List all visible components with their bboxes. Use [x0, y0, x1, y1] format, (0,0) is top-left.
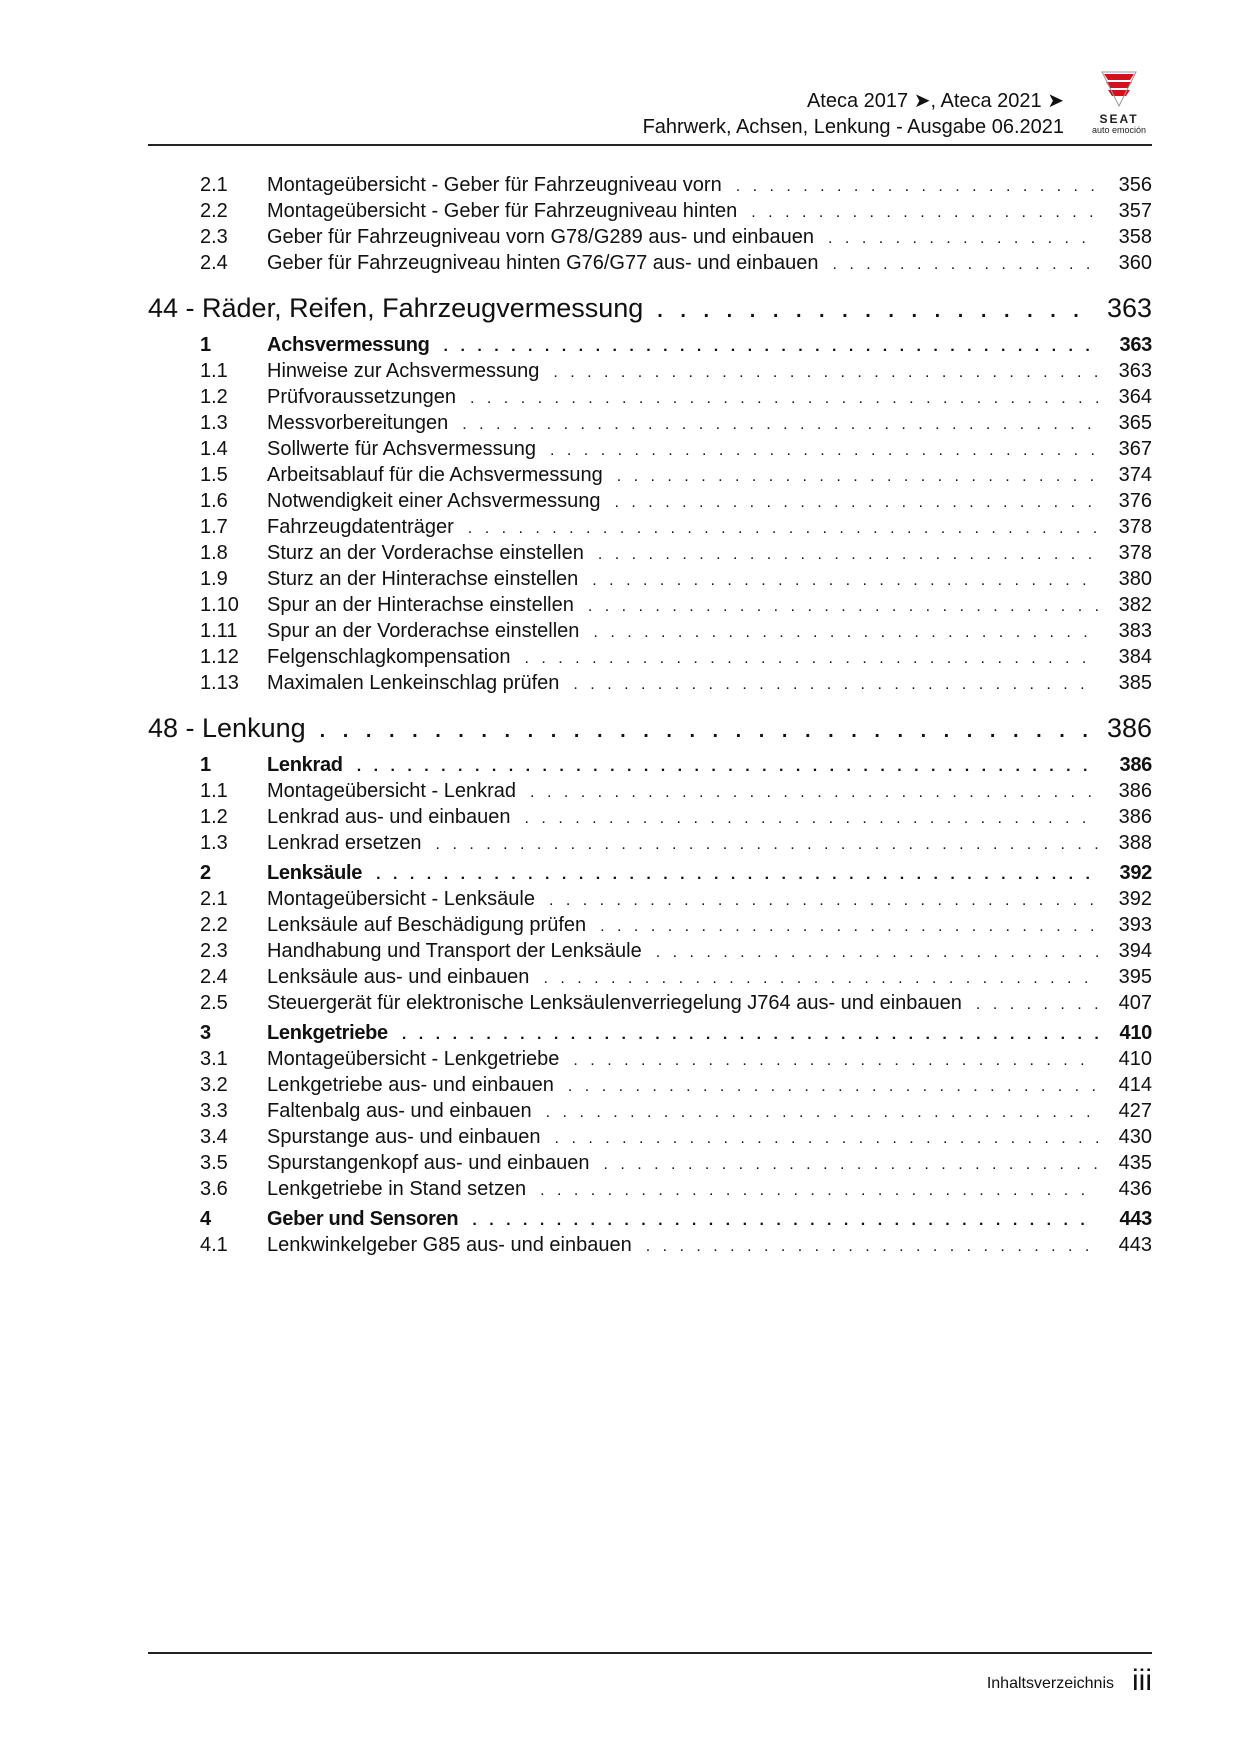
toc-entry[interactable]: [148, 172, 1152, 198]
toc-leader: [402, 1022, 1098, 1048]
toc-entry-title: Fahrzeugdatenträger: [267, 516, 454, 538]
toc-entry-number: 2.4: [200, 966, 228, 988]
toc-section-title: Achsvermessung: [267, 334, 430, 356]
toc-entry-title: Notwendigkeit einer Achsvermessung: [267, 490, 601, 512]
toc-entry[interactable]: [148, 778, 1152, 804]
toc-entry-title: Spurstangenkopf aus- und einbauen: [267, 1152, 590, 1174]
toc-leader: [828, 226, 1098, 252]
toc-entry[interactable]: [148, 592, 1152, 618]
toc-entry[interactable]: [148, 410, 1152, 436]
toc-section-page: 392: [1119, 862, 1152, 884]
toc-entry[interactable]: [148, 358, 1152, 384]
seat-logo: [1083, 70, 1155, 135]
toc-entry-title: Spurstange aus- und einbauen: [267, 1126, 541, 1148]
toc-entry-title: Montageübersicht - Geber für Fahrzeugniveau vorn: [267, 174, 722, 196]
toc-leader: [751, 200, 1098, 226]
toc-entry-number: 1.3: [200, 832, 228, 854]
toc-leader: [573, 672, 1098, 698]
toc-entry-number: 1.1: [200, 780, 228, 802]
toc-entry[interactable]: [148, 618, 1152, 644]
toc-entry-number: 3.6: [200, 1178, 228, 1200]
toc-entry-page: 395: [1118, 966, 1152, 988]
toc-entry-page: 385: [1118, 672, 1152, 694]
toc-entry-number: 1.1: [200, 360, 228, 382]
toc-section-number: 1: [200, 334, 211, 356]
toc-leader: [588, 594, 1098, 620]
toc-entry-number: 2.5: [200, 992, 228, 1014]
toc-section-number: 1: [200, 754, 211, 776]
toc-leader: [546, 1100, 1098, 1126]
toc-entry-number: 1.8: [200, 542, 228, 564]
toc-leader: [600, 914, 1098, 940]
toc-entry-number: 1.5: [200, 464, 228, 486]
toc-leader: [376, 862, 1098, 888]
toc-section[interactable]: [148, 1020, 1152, 1046]
toc-entry-page: 383: [1118, 620, 1152, 642]
toc-entry-number: 3.5: [200, 1152, 228, 1174]
toc-entry-title: Geber für Fahrzeugniveau hinten G76/G77 aus- und einbauen: [267, 252, 819, 274]
toc-entry-page: 392: [1118, 888, 1152, 910]
toc-section-title: Lenkgetriebe: [267, 1022, 388, 1044]
toc-entry-title: Messvorbereitungen: [267, 412, 449, 434]
toc-entry[interactable]: [148, 514, 1152, 540]
toc-entry-page: 367: [1118, 438, 1152, 460]
toc-entry-number: 1.7: [200, 516, 228, 538]
toc-leader: [573, 1048, 1098, 1074]
toc-leader: [540, 1178, 1098, 1204]
toc-entry-title: Montageübersicht - Lenksäule: [267, 888, 535, 910]
toc-entry-number: 1.9: [200, 568, 228, 590]
toc-leader: [550, 438, 1098, 464]
toc-entry-number: 2.1: [200, 174, 228, 196]
toc-leader: [656, 940, 1098, 966]
toc-section-number: 2: [200, 862, 211, 884]
toc-entry-page: 378: [1118, 516, 1152, 538]
toc-entry[interactable]: [148, 488, 1152, 514]
toc-entry[interactable]: [148, 886, 1152, 912]
header-divider: [148, 144, 1152, 146]
toc-entry-number: 1.4: [200, 438, 228, 460]
toc-entry-number: 1.12: [200, 646, 239, 668]
toc-entry[interactable]: [148, 1232, 1152, 1258]
toc-entry[interactable]: [148, 436, 1152, 462]
toc-entry[interactable]: [148, 1072, 1152, 1098]
toc-leader: [530, 780, 1098, 806]
toc-entry-page: 430: [1118, 1126, 1152, 1148]
toc-entry-page: 436: [1118, 1178, 1152, 1200]
toc-entry[interactable]: [148, 938, 1152, 964]
toc-entry-page: 364: [1118, 386, 1152, 408]
toc-section[interactable]: [148, 860, 1152, 886]
toc-entry[interactable]: [148, 384, 1152, 410]
toc-entry-number: 2.1: [200, 888, 228, 910]
toc-entry-title: Lenksäule auf Beschädigung prüfen: [267, 914, 587, 936]
toc-entry-page: 380: [1118, 568, 1152, 590]
toc-entry-title: Montageübersicht - Geber für Fahrzeugniveau hinten: [267, 200, 738, 222]
chapter-page: 363: [1106, 293, 1152, 323]
toc-entry-page: 388: [1118, 832, 1152, 854]
toc-entry-number: 2.2: [200, 914, 228, 936]
toc-entry-number: 1.13: [200, 672, 239, 694]
toc-entry-number: 4.1: [200, 1234, 228, 1256]
toc-leader: [617, 464, 1098, 490]
toc-leader: [736, 174, 1098, 200]
toc-entry[interactable]: [148, 198, 1152, 224]
toc-entry-number: 2.3: [200, 226, 228, 248]
toc-entry-title: Prüfvoraussetzungen: [267, 386, 457, 408]
toc-entry-page: 360: [1118, 252, 1152, 274]
toc-entry-title: Felgenschlagkompensation: [267, 646, 511, 668]
toc-entry[interactable]: [148, 566, 1152, 592]
toc-entry-title: Spur an der Hinterachse einstellen: [267, 594, 574, 616]
logo-tagline: auto emoción: [1091, 125, 1147, 135]
toc-entry-title: Lenkgetriebe in Stand setzen: [267, 1178, 527, 1200]
toc-entry-page: 357: [1118, 200, 1152, 222]
toc-entry[interactable]: [148, 1098, 1152, 1124]
toc-entry[interactable]: [148, 1124, 1152, 1150]
toc-section-title: Lenkrad: [267, 754, 343, 776]
toc-entry-page: 382: [1118, 594, 1152, 616]
toc-entry-page: 427: [1118, 1100, 1152, 1122]
toc-entry[interactable]: [148, 670, 1152, 696]
toc-entry-page: 386: [1118, 780, 1152, 802]
toc-entry-page: 374: [1118, 464, 1152, 486]
chapter-page: 386: [1106, 713, 1152, 743]
toc-entry-title: Handhabung und Transport der Lenksäule: [267, 940, 642, 962]
toc-entry-number: 3.1: [200, 1048, 228, 1070]
toc-leader: [568, 1074, 1098, 1100]
toc-leader: [525, 806, 1098, 832]
toc-entry-number: 3.3: [200, 1100, 228, 1122]
toc-entry-page: 394: [1118, 940, 1152, 962]
toc-entry[interactable]: [148, 830, 1152, 856]
toc-leader: [555, 1126, 1098, 1152]
toc-entry-number: 1.2: [200, 386, 228, 408]
toc-entry-page: 363: [1118, 360, 1152, 382]
toc-section-title: Geber und Sensoren: [267, 1208, 459, 1230]
toc-entry-page: 393: [1118, 914, 1152, 936]
toc-leader: [615, 490, 1098, 516]
toc-section[interactable]: [148, 332, 1152, 358]
chapter-title: 48 - Lenkung: [148, 713, 306, 743]
toc-entry-page: 378: [1118, 542, 1152, 564]
toc-section-page: 443: [1119, 1208, 1152, 1230]
seat-logo-icon: [1096, 70, 1142, 108]
toc-entry-page: 376: [1118, 490, 1152, 512]
header-model-line: Ateca 2017 ➤, Ateca 2021 ➤: [806, 90, 1064, 112]
toc-entry-page: 356: [1118, 174, 1152, 196]
toc-leader: [444, 334, 1098, 360]
toc-entry[interactable]: [148, 1176, 1152, 1202]
toc-entry-title: Lenksäule aus- und einbauen: [267, 966, 530, 988]
toc-leader: [832, 252, 1098, 278]
toc-leader: [470, 386, 1098, 412]
toc-leader: [472, 1208, 1098, 1234]
toc-entry-title: Hinweise zur Achsvermessung: [267, 360, 540, 382]
toc-entry-title: Steuergerät für elektronische Lenksäulenverriegelung J764 aus- und einbauen: [267, 992, 962, 1014]
toc-entry-title: Maximalen Lenkeinschlag prüfen: [267, 672, 560, 694]
toc-leader: [592, 568, 1098, 594]
toc-entry-number: 2.3: [200, 940, 228, 962]
toc-entry[interactable]: [148, 540, 1152, 566]
toc-leader: [468, 516, 1098, 542]
toc-entry-page: 358: [1118, 226, 1152, 248]
toc-entry-number: 1.11: [200, 620, 238, 642]
toc-entry-number: 3.4: [200, 1126, 228, 1148]
toc-entry[interactable]: [148, 224, 1152, 250]
toc-leader: [603, 1152, 1098, 1178]
chapter-title: 44 - Räder, Reifen, Fahrzeugvermessung: [148, 293, 644, 323]
toc-leader: [657, 291, 1088, 331]
toc-entry-title: Lenkrad aus- und einbauen: [267, 806, 511, 828]
toc-entry-title: Sollwerte für Achsvermessung: [267, 438, 537, 460]
toc-leader: [549, 888, 1098, 914]
logo-wordmark: SEAT: [1099, 112, 1139, 126]
toc-section-number: 3: [200, 1022, 211, 1044]
toc-leader: [553, 360, 1098, 386]
toc-chapter-48[interactable]: [148, 708, 1152, 748]
toc-entry[interactable]: [148, 462, 1152, 488]
toc-entry-title: Arbeitsablauf für die Achsvermessung: [267, 464, 603, 486]
toc-entry-page: 407: [1118, 992, 1152, 1014]
toc-leader: [462, 412, 1098, 438]
toc-section-page: 363: [1119, 334, 1152, 356]
toc-section-number: 4: [200, 1208, 211, 1230]
toc-entry-page: 414: [1118, 1074, 1152, 1096]
document-header: [643, 88, 1064, 140]
toc-entry-title: Geber für Fahrzeugniveau vorn G78/G289 aus- und einbauen: [267, 226, 815, 248]
toc-entry-page: 384: [1118, 646, 1152, 668]
toc-entry-title: Sturz an der Vorderachse einstellen: [267, 542, 584, 564]
toc-entry[interactable]: [148, 990, 1152, 1016]
toc-leader: [357, 754, 1098, 780]
toc-section[interactable]: [148, 1206, 1152, 1232]
toc-entry-page: 386: [1118, 806, 1152, 828]
toc-entry-number: 2.4: [200, 252, 228, 274]
toc-entry-title: Montageübersicht - Lenkrad: [267, 780, 517, 802]
toc-entry-page: 365: [1118, 412, 1152, 434]
toc-entry[interactable]: [148, 644, 1152, 670]
header-title-line: Fahrwerk, Achsen, Lenkung - Ausgabe 06.2021: [642, 116, 1064, 138]
toc-entry-number: 3.2: [200, 1074, 228, 1096]
footer-page-number: iii: [1132, 1664, 1152, 1697]
toc-entry-title: Lenkgetriebe aus- und einbauen: [267, 1074, 554, 1096]
toc-leader: [646, 1234, 1098, 1260]
toc-entry-title: Montageübersicht - Lenkgetriebe: [267, 1048, 560, 1070]
toc-entry[interactable]: [148, 250, 1152, 276]
toc-entry-number: 1.10: [200, 594, 239, 616]
toc-entry[interactable]: [148, 912, 1152, 938]
toc-leader: [525, 646, 1099, 672]
toc-leader: [543, 966, 1098, 992]
toc-entry-number: 2.2: [200, 200, 228, 222]
toc-entry[interactable]: [148, 1046, 1152, 1072]
toc-entry-title: Spur an der Vorderachse einstellen: [267, 620, 580, 642]
toc-entry-title: Faltenbalg aus- und einbauen: [267, 1100, 532, 1122]
toc-section[interactable]: [148, 752, 1152, 778]
toc-entry-number: 1.6: [200, 490, 228, 512]
toc-leader: [436, 832, 1098, 858]
toc-entry[interactable]: [148, 804, 1152, 830]
toc-entry[interactable]: [148, 964, 1152, 990]
toc-entry[interactable]: [148, 1150, 1152, 1176]
toc-leader: [598, 542, 1098, 568]
toc-entry-title: Lenkrad ersetzen: [267, 832, 422, 854]
toc-section-page: 410: [1119, 1022, 1152, 1044]
toc-leader: [976, 992, 1098, 1018]
table-of-contents: [148, 172, 1152, 1258]
toc-entry-title: Lenkwinkelgeber G85 aus- und einbauen: [267, 1234, 632, 1256]
toc-entry-title: Sturz an der Hinterachse einstellen: [267, 568, 579, 590]
toc-section-title: Lenksäule: [267, 862, 363, 884]
toc-entry-number: 1.2: [200, 806, 228, 828]
toc-section-page: 386: [1119, 754, 1152, 776]
footer-section-label: Inhaltsverzeichnis: [986, 1675, 1114, 1692]
toc-entry-number: 1.3: [200, 412, 228, 434]
toc-chapter-44[interactable]: [148, 288, 1152, 328]
toc-leader: [593, 620, 1098, 646]
footer-divider: [148, 1652, 1152, 1654]
toc-entry-page: 443: [1118, 1234, 1152, 1256]
toc-leader: [320, 711, 1088, 751]
toc-entry-page: 410: [1118, 1048, 1152, 1070]
toc-entry-page: 435: [1118, 1152, 1152, 1174]
